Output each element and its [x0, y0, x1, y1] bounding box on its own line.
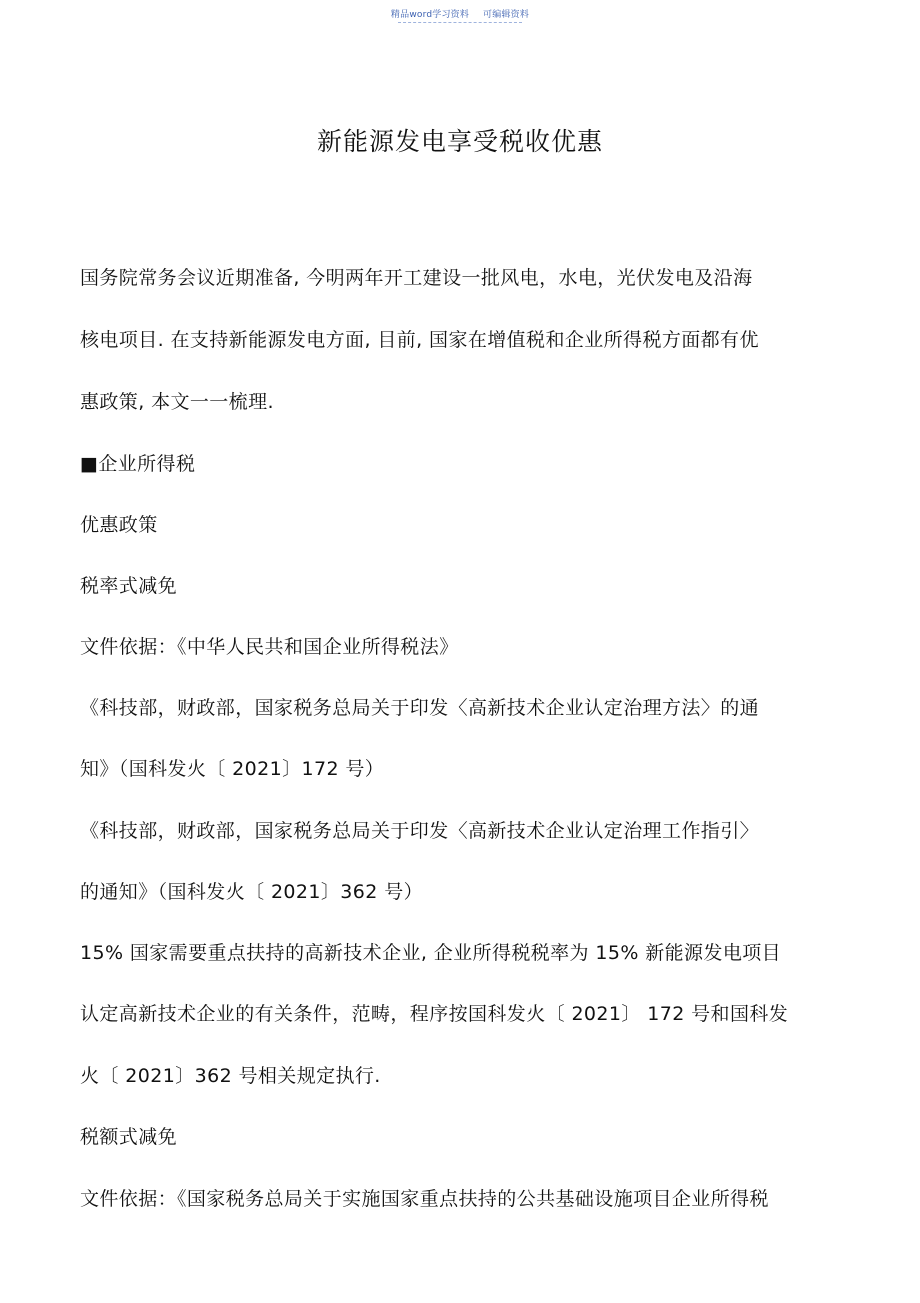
page-header	[0, 7, 920, 20]
subheading: 优惠政策	[80, 514, 158, 536]
paragraph-line: 核电项目. 在支持新能源发电方面, 目前, 国家在增值税和企业所得税方面都有优	[80, 329, 759, 351]
subheading: 税额式减免	[80, 1126, 178, 1148]
document-title: 新能源发电享受税收优惠	[316, 127, 603, 156]
paragraph-line: 文件依据：《中华人民共和国企业所得税法》	[80, 636, 459, 658]
paragraph-line: 认定高新技术企业的有关条件，范畴，程序按国科发火〔 2021〕 172 号和国科发	[80, 1003, 789, 1025]
paragraph-line: 的通知》（国科发火〔 2021〕362 号）	[80, 881, 423, 903]
paragraph-line: 15% 国家需要重点扶持的高新技术企业, 企业所得税税率为 15% 新能源发电项目	[80, 942, 782, 964]
paragraph-line: 文件依据：《国家税务总局关于实施国家重点扶持的公共基础设施项目企业所得税	[80, 1188, 769, 1210]
paragraph-line: 国务院常务会议近期准备, 今明两年开工建设一批风电，水电，光伏发电及沿海	[80, 267, 753, 289]
header-divider	[398, 22, 522, 23]
header-right-text: 可编辑资料	[483, 10, 530, 20]
paragraph-line: 惠政策, 本文一一梳理.	[80, 391, 274, 413]
paragraph-line: 《科技部，财政部，国家税务总局关于印发〈高新技术企业认定治理方法〉的通	[80, 697, 760, 719]
paragraph-line: 火〔 2021〕362 号相关规定执行.	[80, 1065, 381, 1087]
section-heading: ■企业所得税	[80, 453, 196, 475]
subheading: 税率式减免	[80, 575, 178, 597]
header-left-text: 精品word学习资料	[390, 10, 470, 20]
paragraph-line: 知》（国科发火〔 2021〕172 号）	[80, 758, 385, 780]
paragraph-line: 《科技部，财政部，国家税务总局关于印发〈高新技术企业认定治理工作指引〉	[80, 820, 760, 842]
